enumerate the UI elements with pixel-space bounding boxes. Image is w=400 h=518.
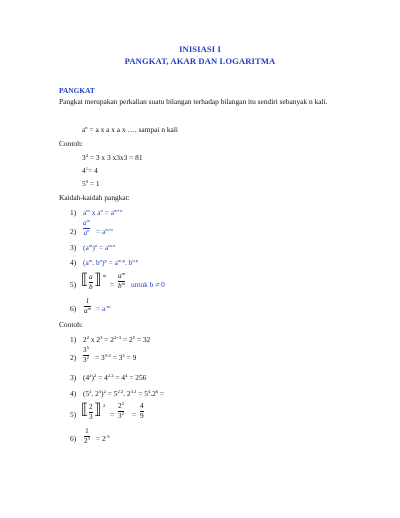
rules-label: Kaidah-kaidah pangkat:	[59, 193, 130, 202]
example2-6-fraction: 1 $2^3$	[84, 427, 90, 445]
definition-paragraph: Pangkat merupakan perkalian suatu bilangan terhadap bilangan itu sendiri sebanyak n kali.	[59, 97, 328, 106]
example-1: $3^4 = 3$ x 3 x3x3 = 81	[82, 153, 143, 162]
rule-5-equals: =	[110, 280, 115, 289]
example2-1-number: 1)	[70, 335, 77, 344]
section-heading-pangkat: PANGKAT	[59, 86, 95, 95]
rule-5-condition: untuk b ≠ 0	[131, 280, 165, 289]
rule-5-fraction: $a^m$ $b^m$	[118, 271, 125, 290]
example2-5-right-bracket: ⟧	[94, 402, 102, 418]
example2-2-result: = $3^{5-2} = 3^3 = 9$	[95, 353, 137, 362]
title-line-2: PANGKAT, AKAR DAN LOGARITMA	[124, 56, 276, 66]
rule-5-inner-fraction: a b	[89, 273, 93, 291]
example-3: $5^0 = 1$	[82, 179, 100, 188]
rule-5-outer-exponent: m	[103, 273, 107, 278]
example2-1: $2^2$ x $2^3 = 2^{2+3} = 2^5 = 32$	[83, 335, 151, 344]
rule-6-result: = $a^{-m}$	[96, 304, 111, 313]
example2-6-number: 6)	[70, 434, 77, 443]
example2-2-fraction: $3^5$ $3^2$	[83, 345, 89, 364]
rule-2-fraction: $a^m$ $a^n$	[83, 218, 90, 237]
rule-2-number: 2)	[70, 227, 77, 236]
example-2: $4^1= 4$	[82, 166, 98, 175]
rule-6-number: 6)	[70, 304, 77, 313]
rule-4: ($a^m$. $b^n)^p = a^{m.p}$. $b^{n.p}$	[83, 258, 139, 267]
example2-5-left-bracket: ⟦	[81, 402, 89, 418]
general-formula: $a^n = a$ x a x a x …. sampai n kali	[82, 125, 178, 134]
example2-4: ($5^2$. $2^3)^2 = 5^{2.2}$. $2^{3.2} = 5^4.2^6$ =	[83, 389, 165, 398]
rule-1-number: 1)	[70, 208, 77, 217]
example2-2-number: 2)	[70, 353, 77, 362]
title-line-1: INISIASI I	[179, 44, 221, 54]
example2-4-number: 4)	[70, 389, 77, 398]
example2-3-number: 3)	[70, 373, 77, 382]
contoh-label-1: Contoh:	[59, 139, 83, 148]
example2-5-fraction: $2^2$ $3^2$	[118, 401, 124, 420]
example2-5-outer-exponent: 2	[103, 403, 106, 408]
example2-5-equals: =	[110, 410, 115, 419]
rule-6-fraction: 1 $a^m$	[84, 297, 91, 315]
rule-2-result: = $a^{m-n}$	[96, 227, 113, 236]
example2-5-number: 5)	[70, 410, 77, 419]
rule-5-number: 5)	[70, 280, 77, 289]
example2-5-inner-fraction: 2 3	[89, 403, 93, 421]
example2-5-result-fraction: 4 9	[140, 402, 144, 420]
contoh-label-2: Contoh:	[59, 320, 83, 329]
rule-1: $a^m$ x $a^n = a^{m+n}$	[83, 208, 123, 217]
example2-5-equals-2: =	[132, 410, 137, 419]
rule-4-number: 4)	[70, 258, 77, 267]
example2-3: $(4^2)^2 = 4^{2.2} = 4^4 = 256$	[83, 373, 147, 382]
rule-5-right-bracket: ⟧	[94, 272, 102, 288]
rule-3: $(a^m)^n = a^{m.n}$	[83, 243, 116, 252]
rule-5-left-bracket: ⟦	[81, 272, 89, 288]
example2-6-result: = $2^{-3}$	[96, 434, 110, 443]
rule-3-number: 3)	[70, 243, 77, 252]
